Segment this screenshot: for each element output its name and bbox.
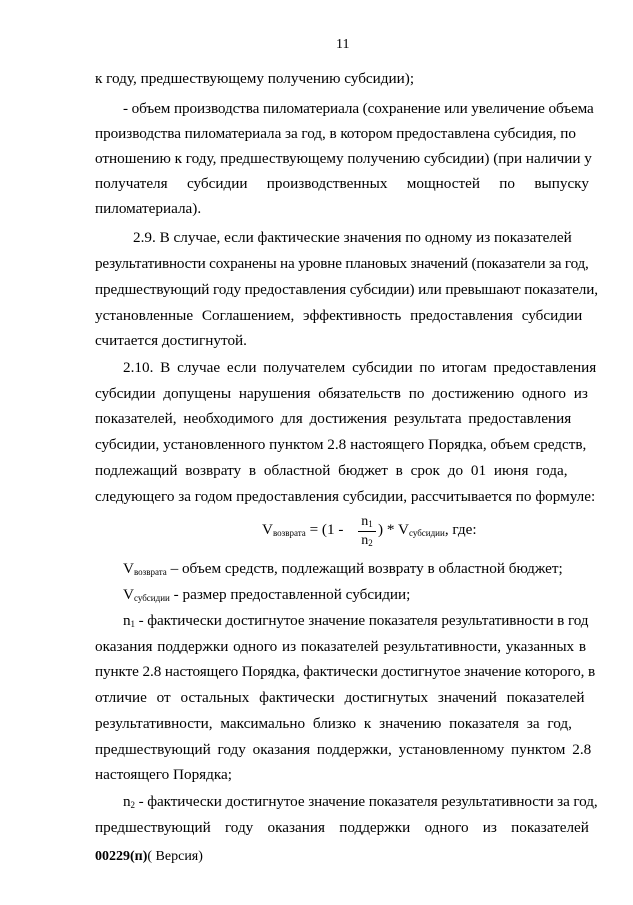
word: субсидии xyxy=(186,175,248,192)
text-line: пункте 2.8 настоящего Порядка, фактически достигнутое значение которого, в xyxy=(95,663,596,680)
text-line: субсидии, установленного пунктом 2.8 настоящего Порядка, объем средств, xyxy=(95,436,587,453)
fraction-bar xyxy=(358,531,376,532)
text-line-justified xyxy=(95,176,589,191)
definition-v-return: $V_{возврата}$ – объем средств, подлежащий возврату в областной бюджет; xyxy=(123,560,563,577)
word: получателя xyxy=(95,175,168,192)
text-line: к году, предшествующему получению субсидии); xyxy=(95,70,415,87)
definition-v-subsidy: $V_{субсидии}$ - размер предоставленной субсидии; xyxy=(123,586,411,603)
paragraph-2-10-first-line: 2.10. В случае если получателем субсидии по итогам предоставления xyxy=(123,359,597,376)
text-line: отношению к году, предшествующему получению субсидии) (при наличии у xyxy=(95,150,592,167)
text-line: результативности, максимально близко к значению показателя за год, xyxy=(95,715,572,732)
text-line: следующего за годом предоставления субсидии, рассчитывается по формуле: xyxy=(95,488,596,505)
text-line-justified xyxy=(95,820,589,835)
word: году xyxy=(224,819,254,836)
text-line: результативности сохранены на уровне плановых значений (показатели за год, xyxy=(95,255,589,272)
text-line: считается достигнутой. xyxy=(95,332,247,349)
formula-fraction xyxy=(358,515,376,548)
document-footer xyxy=(95,849,203,865)
text-line: отличие от остальных фактически достигнутых значений показателей xyxy=(95,689,585,706)
text-line-content: - объем производства пиломатериала (сохранение или увеличение объема xyxy=(123,100,594,117)
word: производственных xyxy=(266,175,388,192)
text-line: субсидии допущены нарушения обязательств по достижению одного из xyxy=(95,385,588,402)
word: одного xyxy=(424,819,469,836)
word: выпуску xyxy=(534,175,589,192)
fraction-numerator: $n_1$ xyxy=(361,514,373,529)
text-line: пиломатериала). xyxy=(95,200,202,217)
text-line: настоящего Порядка; xyxy=(95,766,232,783)
page-number: 11 xyxy=(336,37,350,52)
footer-code: 00229(п) xyxy=(95,849,148,864)
word: показателей xyxy=(511,819,589,836)
fraction-denominator: $n_2$ xyxy=(361,533,373,548)
word: оказания xyxy=(267,819,325,836)
text-line: установленные Соглашением, эффективность предоставления субсидии xyxy=(95,307,583,324)
formula-rhs: ) * $V_{субсидии}$, где: xyxy=(378,521,477,538)
text-line: подлежащий возврату в областной бюджет в срок до 01 июня года, xyxy=(95,462,568,479)
word: поддержки xyxy=(339,819,411,836)
word: по xyxy=(499,175,516,192)
text-line: производства пиломатериала за год, в котором предоставлена субсидия, по xyxy=(95,125,576,142)
text-line: предшествующий году предоставления субсидии) или превышают показатели, xyxy=(95,281,598,298)
footer-version: ( Версия) xyxy=(147,849,203,864)
paragraph-2-9-first-line: 2.9. В случае, если фактические значения по одному из показателей xyxy=(133,229,572,246)
definition-n1: $n_1$ - фактически достигнутое значение показателя результативности в год xyxy=(123,612,589,629)
definition-n2: $n_2$ - фактически достигнутое значение показателя результативности за год, xyxy=(123,793,598,810)
word: из xyxy=(482,819,497,836)
text-line: предшествующий году оказания поддержки, установленному пунктом 2.8 xyxy=(95,741,592,758)
word: мощностей xyxy=(406,175,480,192)
word: предшествующий xyxy=(95,819,211,836)
formula-lhs: $V_{возврата} = (1$ - xyxy=(262,521,344,538)
text-line: оказания поддержки одного из показателей результативности, указанных в xyxy=(95,638,587,655)
text-line xyxy=(123,100,594,117)
text-line: показателей, необходимого для достижения результата предоставления xyxy=(95,410,572,427)
